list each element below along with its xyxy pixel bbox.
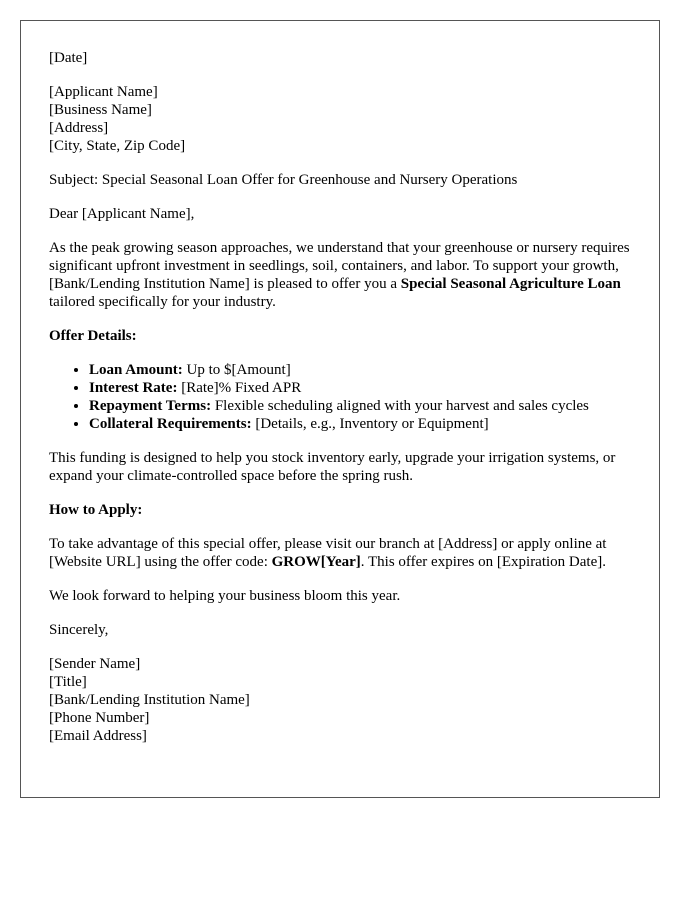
apply-text-before: To take advantage of this special offer, please visit our branch at [Address] or apply online at [Website URL] using the offer code:	[49, 536, 607, 570]
apply-text-after: . This offer expires on [Expiration Date].	[360, 554, 606, 570]
apply-paragraph	[49, 535, 631, 571]
offer-item-loan-amount	[89, 361, 631, 379]
sender-institution: [Bank/Lending Institution Name]	[49, 692, 250, 708]
offer-item-collateral	[89, 415, 631, 433]
sender-email: [Email Address]	[49, 728, 147, 744]
sender-signature-block	[49, 655, 631, 745]
offer-item-value: [Rate]% Fixed APR	[177, 380, 302, 396]
offer-item-value: [Details, e.g., Inventory or Equipment]	[251, 416, 489, 432]
offer-item-value: Up to $[Amount]	[182, 362, 291, 378]
letter-document	[20, 20, 660, 798]
loan-name: Special Seasonal Agriculture Loan	[400, 276, 621, 292]
funding-paragraph: This funding is designed to help you stock inventory early, upgrade your irrigation systems, or expand your climate-controlled space before the spring rush.	[49, 450, 616, 484]
sender-title: [Title]	[49, 674, 87, 690]
sender-name: [Sender Name]	[49, 656, 141, 672]
how-to-apply-heading: How to Apply:	[49, 502, 143, 518]
offer-code: GROW[Year]	[271, 554, 361, 570]
intro-text-after: tailored specifically for your industry.	[49, 294, 276, 310]
letter-date: [Date]	[49, 50, 88, 66]
offer-item-interest-rate	[89, 379, 631, 397]
signoff: Sincerely,	[49, 622, 109, 638]
offer-item-label: Loan Amount:	[89, 362, 183, 378]
recipient-address: [Address]	[49, 120, 109, 136]
closing-line: We look forward to helping your business bloom this year.	[49, 588, 401, 604]
offer-item-value: Flexible scheduling aligned with your harvest and sales cycles	[211, 398, 589, 414]
letter-subject: Subject: Special Seasonal Loan Offer for Greenhouse and Nursery Operations	[49, 172, 518, 188]
recipient-business: [Business Name]	[49, 102, 152, 118]
recipient-address-block	[49, 83, 631, 155]
offer-details-heading: Offer Details:	[49, 328, 137, 344]
offer-details-list	[49, 361, 631, 433]
offer-item-label: Repayment Terms:	[89, 398, 212, 414]
intro-text-before: As the peak growing season approaches, we understand that your greenhouse or nursery requires significant upfront investment in seedlings, soil, containers, and labor. To support your growth, [Bank/Lending Institution Name] is pleased to offer you a	[49, 240, 630, 292]
letter-salutation: Dear [Applicant Name],	[49, 206, 195, 222]
sender-phone: [Phone Number]	[49, 710, 150, 726]
offer-item-repayment-terms	[89, 397, 631, 415]
offer-item-label: Interest Rate:	[89, 380, 178, 396]
intro-paragraph	[49, 239, 631, 311]
recipient-city-state-zip: [City, State, Zip Code]	[49, 138, 186, 154]
offer-item-label: Collateral Requirements:	[89, 416, 252, 432]
recipient-name: [Applicant Name]	[49, 84, 158, 100]
